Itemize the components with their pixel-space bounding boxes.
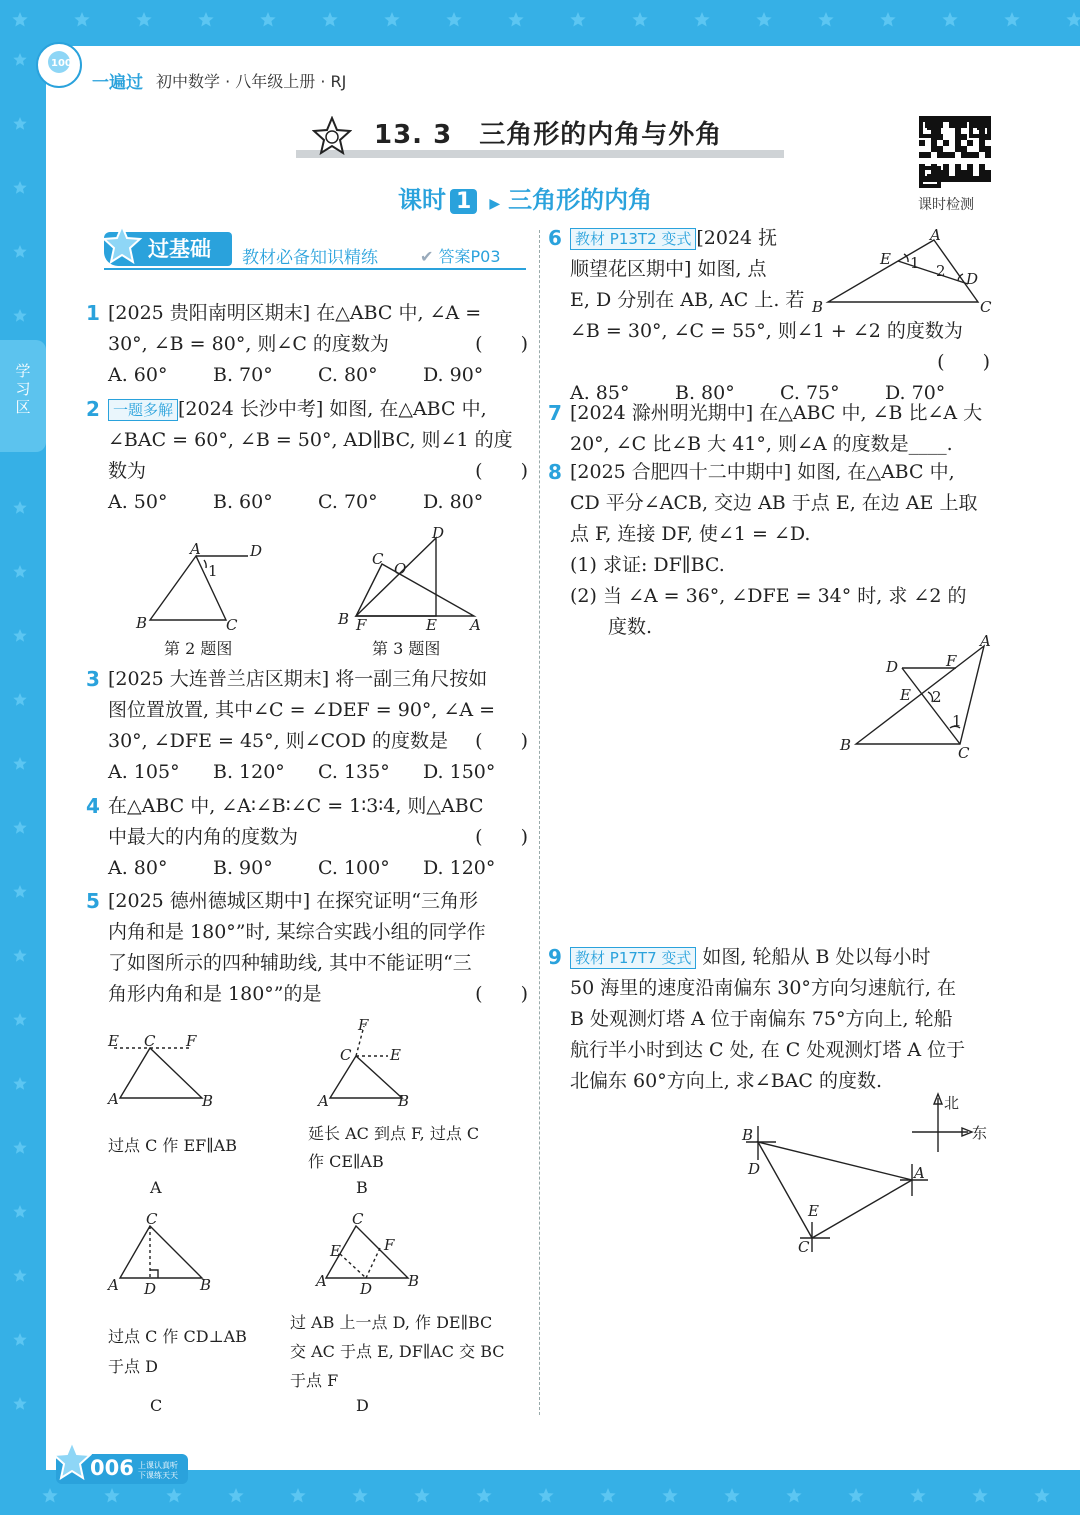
figure-q5a (106, 1030, 236, 1110)
star-decoration-icon (198, 12, 213, 27)
question-line: 内角和是 180°”时, 某综合实践小组的同学作 (108, 921, 486, 943)
qr-module (961, 116, 967, 122)
header-subtitle: 初中数学 · 八年级上册 · RJ (156, 72, 347, 91)
qr-module (985, 170, 991, 176)
option-d[interactable]: D. 70° (885, 382, 946, 404)
star-decoration-icon (910, 1488, 925, 1503)
label-1: 1 (208, 562, 218, 580)
qr-module (955, 164, 961, 170)
label-2: 2 (932, 688, 942, 706)
answer-blank[interactable]: ( ) (475, 983, 528, 1005)
label-b: B (200, 1276, 212, 1294)
qr-module (925, 152, 931, 158)
qr-module (955, 128, 961, 134)
qr-module (919, 140, 925, 146)
question-line: 数为 (108, 460, 147, 482)
label-f: F (356, 616, 367, 634)
question-line: ∠B = 30°, ∠C = 55°, 则∠1 + ∠2 的度数为 (570, 320, 963, 342)
star-decoration-icon (12, 12, 27, 27)
qr-code-icon[interactable] (919, 116, 991, 188)
mascot-icon (100, 224, 144, 272)
label-d: D (432, 524, 445, 542)
label-2: 2 (936, 262, 946, 280)
question-line: [2025 大连普兰店区期末] 将一副三角尺按如 (108, 668, 488, 690)
figure-q9 (736, 1086, 996, 1258)
question-line: 航行半小时到达 C 处, 在 C 处观测灯塔 A 位于 (570, 1039, 966, 1061)
label-c: C (144, 1032, 156, 1050)
qr-module (955, 122, 961, 128)
question-line: 如图, 轮船从 B 处以每小时 (702, 946, 931, 968)
label-d: D (748, 1160, 761, 1178)
option-a[interactable]: A. 105° (108, 761, 180, 783)
question-line: (2) 当 ∠A = 36°, ∠DFE = 34° 时, 求 ∠2 的 (570, 585, 967, 607)
qr-module (961, 152, 967, 158)
star-decoration-icon (476, 1488, 491, 1503)
star-decoration-icon (13, 1013, 26, 1026)
lesson-prefix: 课时 (398, 186, 446, 214)
option-d[interactable]: D. 120° (423, 857, 496, 879)
answer-blank[interactable]: ( ) (475, 826, 528, 848)
label-c: C (980, 298, 992, 316)
star-decoration-icon (260, 12, 275, 27)
label-e: E (880, 250, 891, 268)
star-decoration-icon (538, 1488, 553, 1503)
qr-module (943, 176, 949, 182)
star-decoration-icon (786, 1488, 801, 1503)
option-d[interactable]: D. 90° (423, 364, 484, 386)
star-decoration-icon (1004, 12, 1019, 27)
caption-line: 过点 C 作 CD⊥AB (108, 1327, 247, 1346)
option-b[interactable]: B. 60° (213, 491, 273, 513)
question-line: [2025 德州德城区期中] 在探究证明“三角形 (108, 890, 478, 912)
q5-caption-c (108, 1322, 247, 1382)
label-a: A (316, 1272, 327, 1290)
q5-caption-a (108, 1133, 237, 1156)
label-1: 1 (910, 254, 920, 272)
triangle-abc (828, 240, 978, 302)
star-decoration-icon (724, 1488, 739, 1503)
question-number: 5 (86, 889, 100, 913)
qr-module (949, 116, 955, 122)
caption-line: 过 AB 上一点 D, 作 DE∥BC (290, 1313, 493, 1332)
qr-module (955, 146, 961, 152)
figure-caption-q3: 第 3 题图 (372, 639, 441, 658)
page-title: 13. 3 三角形的内角与外角 (374, 120, 723, 150)
star-decoration-icon (1034, 1488, 1049, 1503)
star-decoration-icon (13, 1333, 26, 1346)
q5-choice-d[interactable]: D (356, 1396, 369, 1415)
caption-line: 延长 AC 到点 F, 过点 C (308, 1124, 480, 1143)
question-5 (86, 886, 528, 1010)
caption-line: 于点 D (108, 1357, 158, 1376)
star-decoration-icon (13, 1269, 26, 1282)
qr-module (931, 140, 937, 146)
qr-module (949, 122, 955, 128)
qr-module (949, 152, 955, 158)
figure-q5c (106, 1212, 236, 1298)
qr-module (967, 152, 973, 158)
qr-module (937, 146, 943, 152)
qr-module (979, 170, 985, 176)
label-c: C (372, 550, 384, 568)
qr-module (979, 164, 985, 170)
qr-module (985, 176, 991, 182)
star-decoration-icon (880, 12, 895, 27)
line-dc (902, 668, 960, 744)
label-o: O (394, 560, 407, 578)
question-line: 北偏东 60°方向上, 求∠BAC 的度数. (570, 1070, 883, 1092)
star-decoration-icon (818, 12, 833, 27)
caption-line: 过点 C 作 EF∥AB (108, 1136, 237, 1155)
question-number: 2 (86, 397, 100, 421)
figure-q6 (808, 226, 994, 318)
figure-q5d (314, 1212, 444, 1298)
answer-label: 答案P03 (438, 247, 501, 266)
qr-module (979, 146, 985, 152)
qr-module (985, 152, 991, 158)
question-line: 在△ABC 中, ∠A∶∠B∶∠C = 1∶3∶4, 则△ABC (108, 795, 484, 817)
triangle-bac (758, 1142, 912, 1238)
option-d[interactable]: D. 150° (423, 761, 496, 783)
qr-module (961, 146, 967, 152)
qr-module (931, 146, 937, 152)
question-4 (86, 791, 528, 884)
label-f: F (384, 1236, 395, 1254)
figure-q5b (318, 1016, 448, 1110)
qr-module (961, 176, 967, 182)
label-b: B (338, 610, 350, 628)
qr-label: 课时检测 (918, 197, 974, 213)
question-line: [2025 合肥四十二中期中] 如图, 在△ABC 中, (570, 461, 955, 483)
question-7 (548, 398, 990, 460)
question-line: ∠BAC = 60°, ∠B = 50°, AD∥BC, 则∠1 的度 (108, 429, 513, 451)
option-c[interactable]: C. 80° (318, 364, 378, 386)
lesson-number: 1 (450, 189, 477, 214)
label-c: C (340, 1046, 352, 1064)
label-d: D (966, 270, 979, 288)
figure-q2 (130, 540, 280, 635)
label-b: B (398, 1092, 410, 1110)
question-line: 图位置放置, 其中∠C = ∠DEF = 90°, ∠A = (108, 699, 496, 721)
qr-module (943, 164, 949, 170)
label-f: F (358, 1016, 369, 1034)
label-f: F (186, 1032, 197, 1050)
option-b[interactable]: B. 120° (213, 761, 285, 783)
option-c[interactable]: C. 100° (318, 857, 390, 879)
label-b: B (840, 736, 852, 754)
label-d: D (360, 1280, 373, 1298)
star-mascot-icon (312, 116, 352, 156)
question-number: 7 (548, 401, 562, 425)
mascot-logo-icon (36, 42, 82, 88)
star-decoration-icon (600, 1488, 615, 1503)
qr-module (955, 176, 961, 182)
label-a: A (318, 1092, 329, 1110)
column-divider (539, 230, 540, 1415)
qr-module (955, 140, 961, 146)
question-line: 点 F, 连接 DF, 使∠1 = ∠D. (570, 523, 811, 545)
header-brand: 一遍过 (92, 73, 143, 93)
triangle-abc (856, 646, 984, 744)
qr-module (967, 176, 973, 182)
section-subtitle: 教材必备知识精练 (242, 248, 378, 268)
qr-module (961, 170, 967, 176)
answer-blank[interactable]: ( ) (475, 730, 528, 752)
star-decoration-icon (166, 1488, 181, 1503)
star-decoration-icon (42, 1488, 57, 1503)
qr-module (979, 176, 985, 182)
star-decoration-icon (136, 12, 151, 27)
question-line: 中最大的内角的度数为 (108, 826, 299, 848)
question-tag: 一题多解 (108, 399, 178, 421)
star-decoration-icon (352, 1488, 367, 1503)
label-a: A (108, 1090, 119, 1108)
label-e: E (900, 686, 911, 704)
question-line: 角形内角和是 180°”的是 (108, 983, 322, 1005)
question-line: 30°, ∠DFE = 45°, 则∠COD 的度数是 (108, 730, 449, 752)
q5-caption-d (290, 1308, 505, 1395)
qr-module (943, 116, 949, 122)
option-c[interactable]: C. 70° (318, 491, 378, 513)
answer-blank[interactable]: ( ) (475, 333, 528, 355)
option-a[interactable]: A. 80° (108, 857, 168, 879)
question-line: E, D 分别在 AB, AC 上. 若 (570, 289, 805, 311)
question-line: 度数. (570, 616, 653, 638)
caption-line: 交 AC 于点 E, DF∥AC 交 BC (290, 1342, 505, 1361)
question-line: (1) 求证: DF∥BC. (570, 554, 725, 576)
q5-choice-a[interactable]: A (150, 1178, 162, 1197)
question-line: B 处观测灯塔 A 位于南偏东 75°方向上, 轮船 (570, 1008, 953, 1030)
section-underline (104, 268, 526, 270)
star-decoration-icon (13, 885, 26, 898)
qr-module (979, 140, 985, 146)
arrow-right-icon: ▶ (489, 196, 501, 212)
question-line: [2025 贵阳南明区期末] 在△ABC 中, ∠A = (108, 302, 482, 324)
mascot-footer-icon (52, 1440, 92, 1484)
section-banner: 过基础 (104, 232, 232, 266)
star-decoration-icon (13, 501, 26, 514)
q5-caption-b (308, 1120, 479, 1176)
angle-1-arc (204, 560, 206, 568)
label-e: E (108, 1032, 119, 1050)
label-a: A (190, 540, 201, 558)
star-decoration-icon (13, 693, 26, 706)
side-tab: 学习区 (0, 340, 46, 452)
star-decoration-icon (13, 757, 26, 770)
compass-east-label: 东 (972, 1124, 988, 1142)
star-decoration-icon (74, 12, 89, 27)
checkmark-icon: ✔ (420, 247, 439, 266)
qr-module (967, 140, 973, 146)
star-decoration-icon (13, 629, 26, 642)
option-a[interactable]: A. 60° (108, 364, 168, 386)
label-c: C (798, 1238, 810, 1256)
option-d[interactable]: D. 80° (423, 491, 484, 513)
option-c[interactable]: C. 135° (318, 761, 390, 783)
compass-north-label: 北 (944, 1094, 960, 1112)
option-c[interactable]: C. 75° (780, 382, 840, 404)
question-line: CD 平分∠ACB, 交边 AB 于点 E, 在边 AE 上取 (570, 492, 978, 514)
question-line: 50 海里的速度沿南偏东 30°方向匀速航行, 在 (570, 977, 957, 999)
star-decoration-icon (13, 181, 26, 194)
triangle-abc (120, 1226, 202, 1278)
question-number: 6 (548, 226, 562, 250)
question-1 (86, 298, 528, 391)
question-line: 20°, ∠C 比∠B 大 41°, 则∠A 的度数是____. (570, 433, 953, 455)
label-1: 1 (952, 712, 962, 730)
label-c: C (226, 616, 238, 634)
q5-choice-c[interactable]: C (150, 1396, 163, 1415)
question-line: 了如图所示的四种辅助线, 其中不能证明“三 (108, 952, 472, 974)
lesson-name: 三角形的内角 (508, 186, 653, 214)
question-tag: 教材 P13T2 变式 (570, 228, 696, 250)
qr-module (943, 152, 949, 158)
star-decoration-icon (13, 1397, 26, 1410)
star-decoration-icon (662, 1488, 677, 1503)
star-decoration-icon (290, 1488, 305, 1503)
option-b[interactable]: B. 80° (675, 382, 735, 404)
label-a: A (930, 226, 941, 244)
star-decoration-icon (13, 1077, 26, 1090)
question-line: [2024 抚 (696, 227, 778, 249)
qr-module (961, 134, 967, 140)
question-number: 3 (86, 667, 100, 691)
star-decoration-icon (13, 565, 26, 578)
star-decoration-icon (13, 1205, 26, 1218)
question-8 (548, 457, 990, 643)
label-d: D (250, 542, 263, 560)
qr-module (955, 134, 961, 140)
label-c: C (146, 1210, 158, 1228)
lesson-heading (398, 180, 652, 215)
qr-module (955, 170, 961, 176)
label-a: A (914, 1164, 925, 1182)
star-decoration-icon (104, 1488, 119, 1503)
label-c: C (958, 744, 970, 762)
svg-text:100: 100 (51, 58, 72, 69)
star-decoration-icon (942, 12, 957, 27)
star-decoration-icon (13, 821, 26, 834)
question-number: 8 (548, 460, 562, 484)
option-a[interactable]: A. 50° (108, 491, 168, 513)
star-decoration-icon (1066, 12, 1080, 27)
answer-blank[interactable]: ( ) (937, 351, 990, 373)
question-line: [2024 滁州明光期中] 在△ABC 中, ∠B 比∠A 大 (570, 402, 983, 424)
star-decoration-icon (508, 12, 523, 27)
question-line: [2024 长沙中考] 如图, 在△ABC 中, (178, 398, 487, 420)
caption-line: 于点 F (290, 1371, 339, 1390)
label-e: E (390, 1046, 401, 1064)
label-d: D (144, 1280, 157, 1298)
label-d: D (886, 658, 899, 676)
star-decoration-icon (570, 12, 585, 27)
star-decoration-icon (972, 1488, 987, 1503)
star-decoration-icon (13, 245, 26, 258)
star-decoration-icon (384, 12, 399, 27)
star-decoration-icon (848, 1488, 863, 1503)
label-e: E (426, 616, 437, 634)
qr-module (967, 170, 973, 176)
option-b[interactable]: B. 70° (213, 364, 273, 386)
star-decoration-icon (446, 12, 461, 27)
star-decoration-icon (13, 949, 26, 962)
label-a: A (470, 616, 481, 634)
question-line: 30°, ∠B = 80°, 则∠C 的度数为 (108, 333, 389, 355)
qr-module (949, 176, 955, 182)
label-a: A (980, 632, 991, 650)
caption-line: 作 CE∥AB (308, 1152, 384, 1171)
qr-module (919, 152, 925, 158)
star-decoration-icon (13, 53, 26, 66)
star-decoration-icon (632, 12, 647, 27)
question-2 (86, 394, 528, 518)
label-b: B (202, 1092, 214, 1110)
qr-module (937, 152, 943, 158)
figure-q3 (336, 524, 486, 634)
option-b[interactable]: B. 90° (213, 857, 273, 879)
qr-module (961, 122, 967, 128)
star-decoration-icon (322, 12, 337, 27)
question-9 (548, 942, 990, 1097)
triangle-abc (120, 1048, 202, 1098)
question-number: 4 (86, 794, 100, 818)
label-a: A (108, 1276, 119, 1294)
star-decoration-icon (13, 1141, 26, 1154)
question-number: 1 (86, 301, 100, 325)
label-b: B (812, 298, 824, 316)
qr-module (955, 116, 961, 122)
figure-caption-q2: 第 2 题图 (164, 639, 233, 658)
qr-module (967, 164, 973, 170)
question-number: 9 (548, 945, 562, 969)
star-decoration-icon (694, 12, 709, 27)
label-b: B (742, 1126, 754, 1144)
qr-module (973, 152, 979, 158)
option-a[interactable]: A. 85° (570, 382, 630, 404)
answer-blank[interactable]: ( ) (475, 460, 528, 482)
label-b: B (408, 1272, 420, 1290)
title-underline (296, 150, 784, 158)
label-c: C (352, 1210, 364, 1228)
q5-choice-b[interactable]: B (356, 1178, 368, 1197)
qr-module (985, 146, 991, 152)
star-decoration-icon (13, 309, 26, 322)
star-decoration-icon (756, 12, 771, 27)
dashed-line-de (340, 1254, 366, 1278)
figure-q8 (836, 630, 996, 762)
label-b: B (136, 614, 148, 632)
qr-module (943, 170, 949, 176)
question-3 (86, 664, 528, 788)
qr-module (973, 176, 979, 182)
triangle-abc (356, 564, 474, 616)
label-f: F (946, 652, 957, 670)
answer-reference (420, 244, 501, 267)
label-e: E (330, 1242, 341, 1260)
star-decoration-icon (414, 1488, 429, 1503)
footer-slogan: 上课认真听 下课练天天 (138, 1461, 178, 1480)
star-decoration-icon (13, 117, 26, 130)
qr-module (943, 140, 949, 146)
question-line: 顺望花区期中] 如图, 点 (570, 258, 767, 280)
page-number: 006 (90, 1456, 134, 1480)
star-decoration-icon (228, 1488, 243, 1503)
label-e: E (808, 1202, 819, 1220)
question-tag: 教材 P17T7 变式 (570, 947, 696, 969)
right-angle-mark (150, 1270, 158, 1278)
dashed-line-df (366, 1248, 380, 1278)
